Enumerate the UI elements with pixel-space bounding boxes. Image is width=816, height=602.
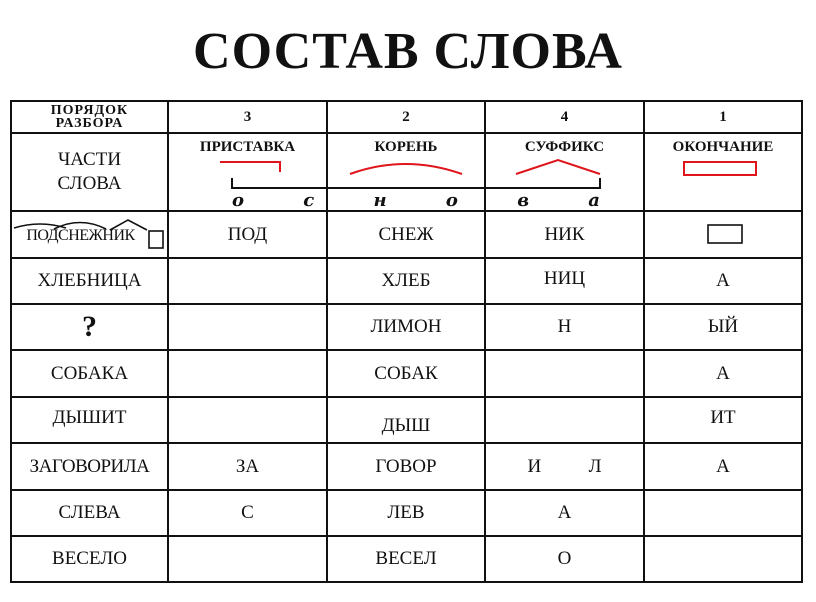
row-prefix [169, 537, 326, 581]
row-ending: ЫЙ [707, 316, 739, 337]
stem-letter: с [303, 189, 315, 211]
suffix-mark [516, 160, 600, 174]
row-root: ЛЕВ [387, 502, 425, 523]
prefix-mark [220, 162, 280, 172]
order-label-line2: РАЗБОРА [55, 116, 124, 131]
row-suffix: А [557, 502, 572, 523]
row-suffix: О [557, 548, 572, 569]
row-root: ХЛЕБ [381, 270, 431, 291]
ending-box [708, 225, 742, 243]
row-ending: А [716, 270, 730, 291]
stem-letter: н [373, 189, 387, 211]
root-header: КОРЕНЬ [374, 138, 438, 155]
row-root: ГОВОР [375, 455, 437, 477]
row-ending: ИТ [710, 407, 736, 428]
order-number-suffix: 4 [560, 108, 569, 125]
order-number-prefix: 3 [243, 108, 252, 125]
row-word: ЗАГОВОРИЛА [29, 455, 150, 477]
example-ending-box [149, 231, 163, 248]
row-word: ? [82, 310, 97, 343]
suffix-header: СУФФИКС [524, 138, 605, 155]
page-title: СОСТАВ СЛОВА [193, 23, 623, 80]
order-number-ending: 1 [719, 108, 727, 125]
row-suffix [486, 351, 643, 396]
stem-bracket [232, 178, 600, 188]
row-suffix: НИЦ [543, 268, 586, 289]
stem-letter: в [517, 189, 530, 211]
ending-header: ОКОНЧАНИЕ [672, 138, 774, 155]
row-word: ВЕСЕЛО [52, 548, 127, 569]
row-ending: А [716, 455, 730, 477]
row-suffix: Н [557, 316, 572, 337]
row-prefix [169, 259, 326, 303]
row-word: ДЫШИТ [52, 407, 127, 428]
row-root: ЛИМОН [370, 316, 442, 337]
word-structure-table [10, 100, 803, 583]
stem-letters [232, 190, 600, 210]
example-prefix: ПОД [227, 223, 268, 245]
example-suffix: НИК [544, 223, 585, 245]
stem-letter: о [232, 189, 245, 211]
row-root: ВЕСЕЛ [375, 548, 437, 569]
parts-label-line2: СЛОВА [57, 173, 122, 194]
stem-letter: о [445, 189, 458, 211]
example-root: СНЕЖ [378, 223, 434, 245]
row-suffix [486, 398, 643, 442]
order-number-root: 2 [402, 108, 410, 125]
row-ending [645, 537, 801, 581]
row-root: СОБАК [374, 362, 438, 384]
prefix-header: ПРИСТАВКА [199, 138, 296, 155]
order-label-line1: ПОРЯДОК [50, 103, 129, 118]
row-prefix: ЗА [235, 455, 260, 477]
row-prefix [169, 305, 326, 349]
row-ending: А [716, 362, 730, 384]
stem-letter: а [588, 189, 600, 211]
row-word: ХЛЕБНИЦА [37, 270, 142, 291]
row-prefix [169, 398, 326, 442]
example-word: ПОДСНЕЖНИК [26, 227, 135, 244]
row-prefix [169, 351, 326, 396]
row-word: СЛЕВА [58, 502, 121, 523]
row-word: СОБАКА [50, 362, 129, 384]
parts-label-line1: ЧАСТИ [57, 149, 122, 170]
row-root: ДЫШ [381, 415, 431, 436]
root-mark [350, 164, 462, 174]
ending-mark [684, 162, 756, 175]
row-prefix: С [241, 502, 254, 523]
row-ending [645, 491, 801, 535]
row-suffix: И Л [527, 455, 602, 477]
